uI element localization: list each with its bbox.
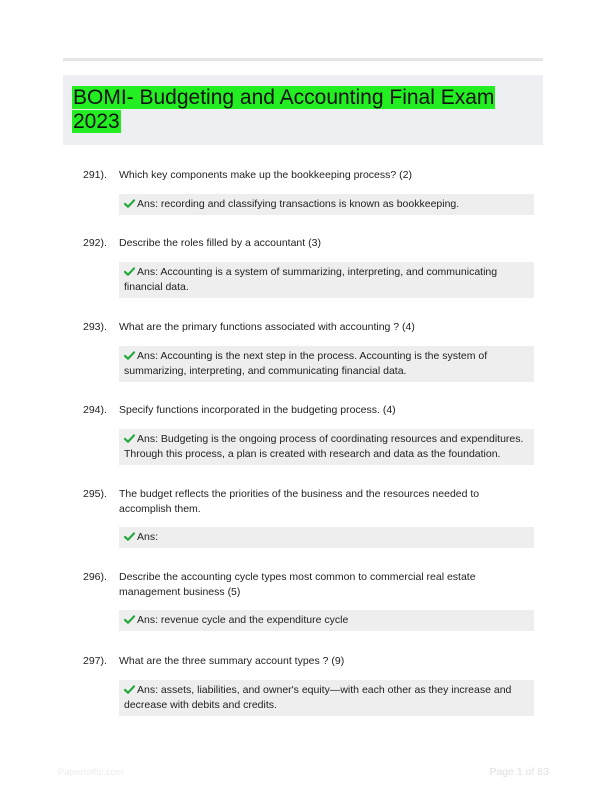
answer-box (119, 346, 534, 382)
answer-box (119, 262, 534, 298)
title-banner (63, 75, 543, 145)
question-number: 297). (83, 655, 107, 667)
answer-text: Ans: recording and classifying transactions is known as bookkeeping. (137, 198, 460, 210)
page-title-text: BOMI- Budgeting and Accounting Final Exam 2023 (73, 86, 495, 133)
answer-box (119, 527, 534, 548)
answer-box (119, 680, 534, 716)
answer-box (119, 194, 534, 215)
question-number: 293). (83, 321, 107, 333)
top-divider (63, 58, 543, 61)
question-text: The budget reflects the priorities of the business and the resources needed to accomplish them. (119, 488, 480, 515)
question-number: 292). (83, 237, 107, 249)
check-icon (124, 434, 135, 443)
question-number: 295). (83, 488, 107, 500)
answer-box (119, 429, 534, 465)
answer-text: Ans: assets, liabilities, and owner's equity—with each other as they increase and decrease with debits and credits. (124, 684, 512, 711)
check-icon (124, 199, 135, 208)
answer-text: Ans: Accounting is the next step in the process. Accounting is the system of summarizing, interpreting, and communicating financial data. (124, 350, 488, 377)
answer-box (119, 610, 534, 631)
answer-text: Ans: Accounting is a system of summarizing, interpreting, and communicating financial data. (124, 266, 498, 293)
question-text: Which key components make up the bookkeeping process? (2) (119, 169, 412, 181)
question-text: Describe the roles filled by a accountant (3) (119, 237, 321, 249)
question-number: 294). (83, 404, 107, 416)
question-text: What are the three summary account types ? (9) (119, 655, 345, 667)
check-icon (124, 532, 135, 541)
check-icon (124, 615, 135, 624)
page-title (72, 86, 512, 134)
check-icon (124, 267, 135, 276)
answer-text: Ans: (137, 531, 159, 543)
check-icon (124, 351, 135, 360)
footer-site-watermark: Papertoffic.com (58, 767, 124, 778)
check-icon (124, 685, 135, 694)
answer-text: Ans: revenue cycle and the expenditure cycle (137, 614, 349, 626)
question-number: 291). (83, 169, 107, 181)
question-number: 296). (83, 571, 107, 583)
page-number: Page 1 of 83 (489, 766, 549, 778)
question-text: Describe the accounting cycle types most common to commercial real estate management business (5) (119, 571, 476, 598)
question-text: What are the primary functions associated with accounting ? (4) (119, 321, 415, 333)
answer-text: Ans: Budgeting is the ongoing process of coordinating resources and expenditures. Through this process, a plan is created with research and data as the foundation. (124, 433, 524, 460)
question-text: Specify functions incorporated in the budgeting process. (4) (119, 404, 396, 416)
